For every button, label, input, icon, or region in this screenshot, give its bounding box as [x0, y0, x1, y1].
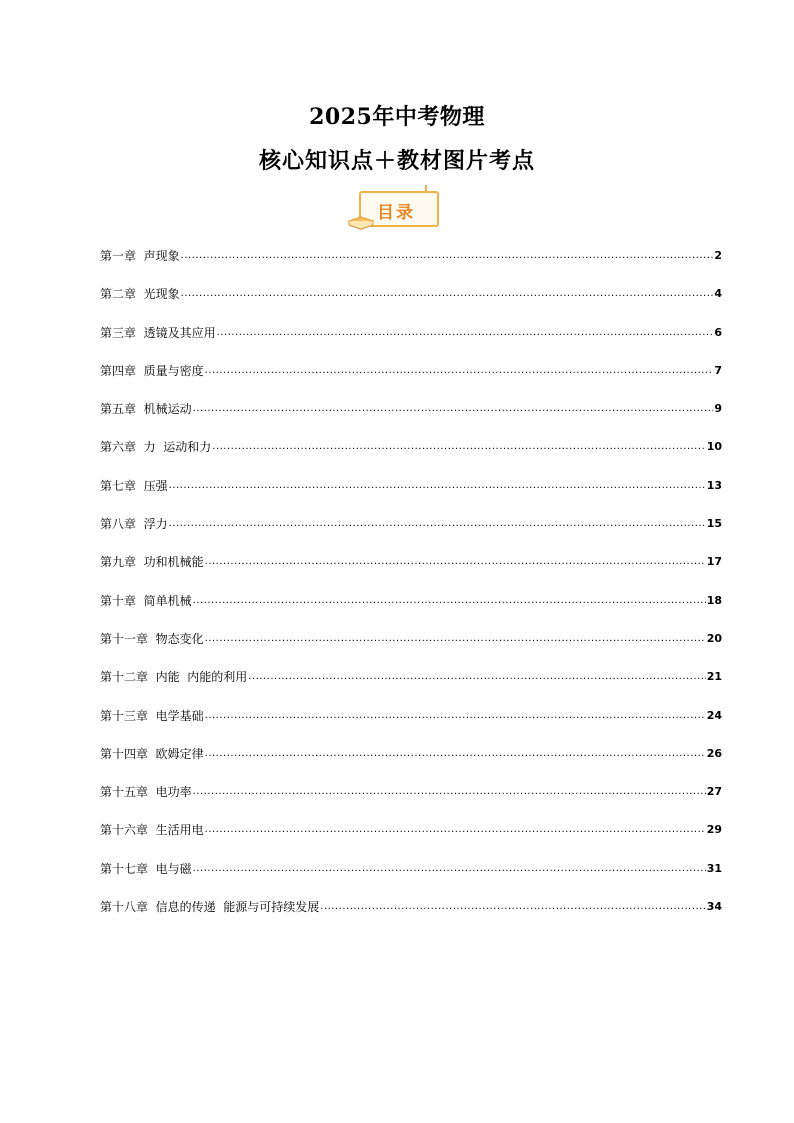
toc-dot-leader [212, 438, 705, 456]
toc-entry[interactable] [100, 247, 722, 285]
toc-entry-page-number: 26 [706, 746, 722, 760]
toc-entry[interactable] [100, 821, 722, 859]
toc-entry-label: 第十七章 电与磁 [100, 861, 192, 876]
toc-entry[interactable] [100, 783, 722, 821]
toc-entry[interactable] [100, 553, 722, 591]
toc-entry-label: 第九章 功和机械能 [100, 555, 204, 570]
toc-entry-page-number: 4 [714, 287, 722, 301]
toc-entry-page-number: 15 [706, 517, 722, 531]
toc-dot-leader [193, 592, 706, 610]
toc-entry[interactable] [100, 477, 722, 515]
document-title: 2025年中考物理 [309, 104, 485, 130]
document-subtitle: 核心知识点＋教材图片考点 [258, 148, 535, 174]
toc-entry-page-number: 10 [706, 440, 722, 454]
toc-entry-page-number: 31 [706, 861, 722, 875]
toc-dot-leader [193, 860, 706, 878]
toc-entry-label: 第八章 浮力 [100, 517, 168, 532]
toc-entry-page-number: 34 [706, 900, 722, 914]
toc-entry-label: 第十四章 欧姆定律 [100, 746, 204, 761]
toc-entry-page-number: 2 [714, 249, 722, 262]
toc-dot-leader [169, 515, 706, 533]
toc-dot-leader [193, 783, 706, 801]
toc-badge-label: 目录 [377, 203, 415, 223]
toc-entry-page-number: 24 [706, 708, 722, 722]
toc-entry-page-number: 18 [706, 593, 722, 607]
toc-entry[interactable] [100, 630, 722, 668]
toc-badge [347, 187, 443, 233]
toc-entry-page-number: 29 [706, 823, 722, 837]
toc-entry[interactable] [100, 285, 722, 323]
book-icon [347, 213, 375, 231]
toc-dot-leader [169, 477, 706, 495]
table-of-contents [100, 247, 722, 936]
toc-dot-leader [181, 247, 714, 265]
toc-dot-leader [205, 362, 714, 380]
toc-entry-label: 第十三章 电学基础 [100, 708, 204, 723]
toc-entry-label: 第五章 机械运动 [100, 402, 192, 417]
toc-dot-leader [217, 324, 714, 342]
toc-entry-page-number: 6 [714, 325, 722, 339]
toc-entry[interactable] [100, 362, 722, 400]
toc-entry[interactable] [100, 515, 722, 553]
toc-entry-page-number: 9 [714, 402, 722, 416]
toc-entry[interactable] [100, 707, 722, 745]
toc-dot-leader [205, 821, 706, 839]
toc-entry-label: 第七章 压强 [100, 478, 168, 493]
toc-dot-leader [181, 285, 714, 303]
toc-entry-page-number: 27 [706, 785, 722, 799]
toc-entry-label: 第十六章 生活用电 [100, 823, 204, 838]
toc-entry-page-number: 21 [706, 670, 722, 684]
toc-entry-label: 第三章 透镜及其应用 [100, 325, 216, 340]
toc-dot-leader [205, 707, 706, 725]
toc-entry-page-number: 13 [706, 478, 722, 492]
toc-entry-page-number: 7 [714, 363, 722, 377]
toc-entry-page-number: 20 [706, 631, 722, 645]
toc-dot-leader [205, 630, 706, 648]
toc-entry-label: 第十章 简单机械 [100, 593, 192, 608]
toc-entry-label: 第十五章 电功率 [100, 785, 192, 800]
toc-entry[interactable] [100, 668, 722, 706]
toc-entry-page-number: 17 [706, 555, 722, 569]
toc-entry[interactable] [100, 324, 722, 362]
toc-entry-label: 第十二章 内能 内能的利用 [100, 670, 248, 685]
toc-entry-label: 第四章 质量与密度 [100, 363, 204, 378]
toc-dot-leader [320, 898, 705, 916]
toc-entry-label: 第十一章 物态变化 [100, 631, 204, 646]
toc-dot-leader [248, 668, 705, 686]
toc-entry[interactable] [100, 592, 722, 630]
toc-entry[interactable] [100, 898, 722, 936]
toc-entry[interactable] [100, 745, 722, 783]
toc-entry-label: 第六章 力 运动和力 [100, 440, 212, 455]
toc-entry[interactable] [100, 400, 722, 438]
toc-entry-label: 第十八章 信息的传递 能源与可持续发展 [100, 900, 320, 915]
toc-entry[interactable] [100, 438, 722, 476]
toc-entry-label: 第一章 声现象 [100, 249, 180, 263]
toc-dot-leader [205, 553, 706, 571]
toc-dot-leader [193, 400, 714, 418]
toc-entry[interactable] [100, 860, 722, 898]
toc-dot-leader [205, 745, 706, 763]
toc-entry-label: 第二章 光现象 [100, 287, 180, 302]
